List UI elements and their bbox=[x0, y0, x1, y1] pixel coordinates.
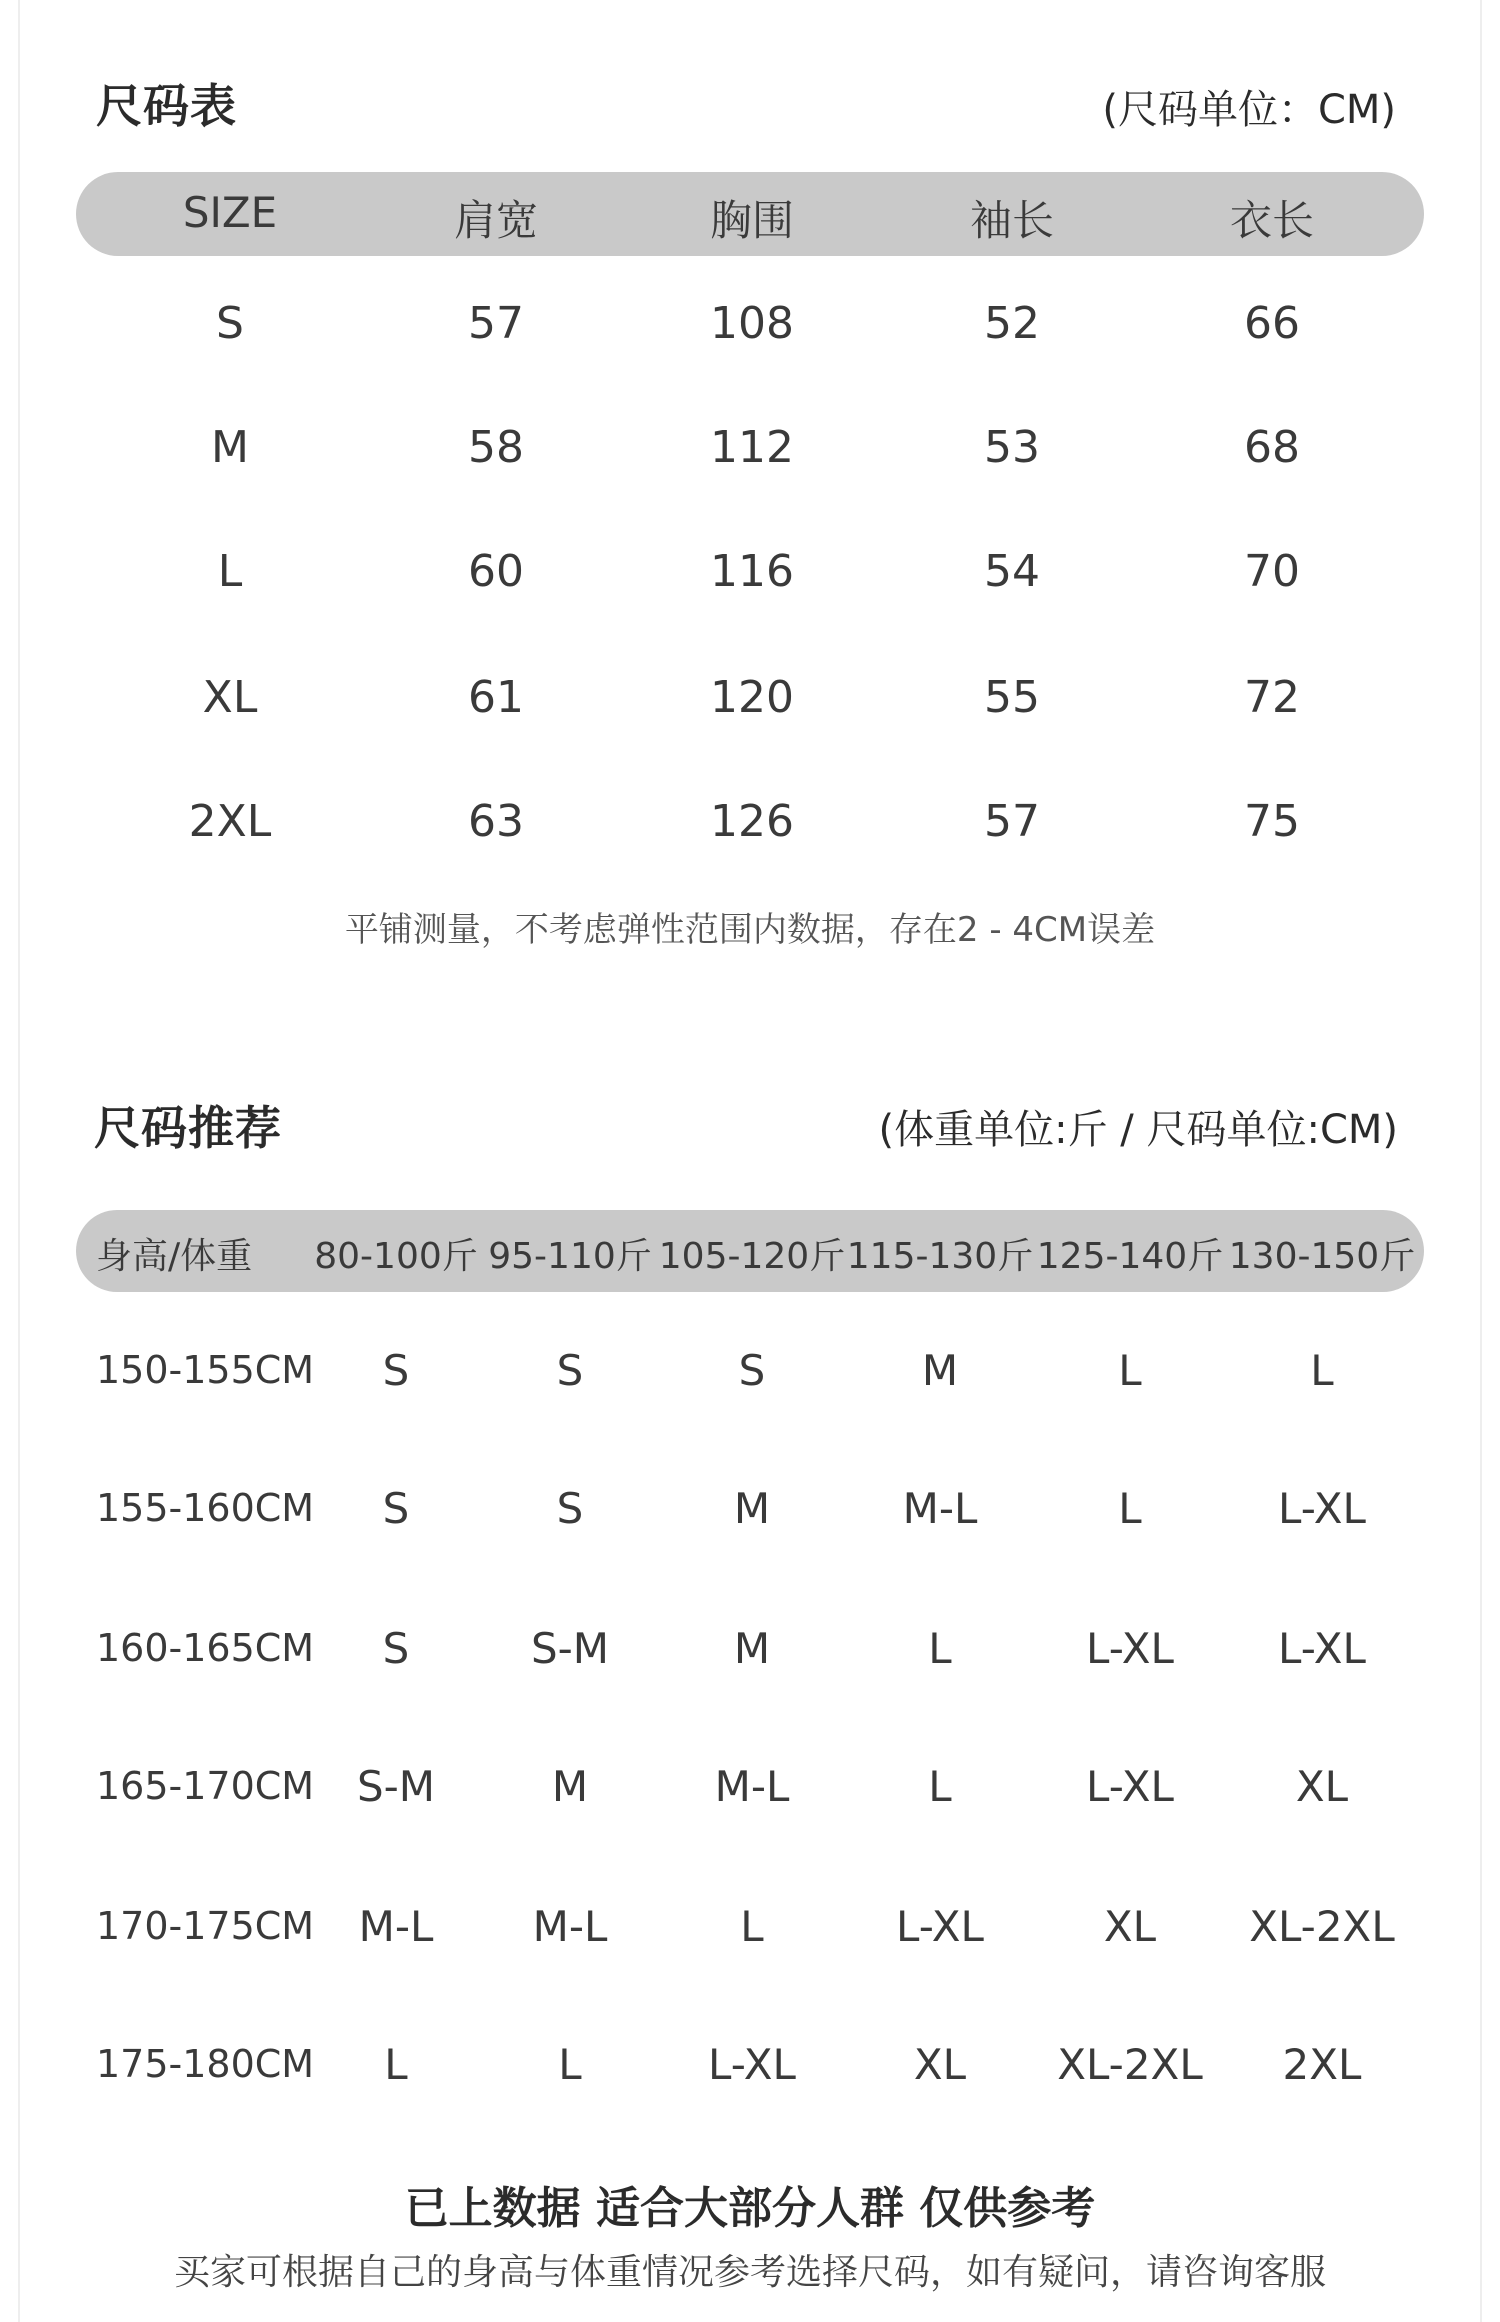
recommend-unit: (体重单位:斤 / 尺码单位:CM) bbox=[878, 1107, 1398, 1153]
recommended-size-cell: L bbox=[928, 1762, 952, 1811]
size-label-cell: S bbox=[216, 298, 244, 349]
recommended-size-cell: L bbox=[740, 1902, 764, 1951]
height-range-label: 150-155CM bbox=[96, 1348, 315, 1392]
size-chart-header-cell: 胸围 bbox=[709, 196, 794, 245]
recommend-corner-header: 身高/体重 bbox=[96, 1236, 253, 1277]
recommended-size-cell: L-XL bbox=[1278, 1624, 1366, 1673]
height-range-label: 175-180CM bbox=[96, 2042, 315, 2086]
recommended-size-cell: L bbox=[1310, 1346, 1334, 1395]
size-value-cell: 55 bbox=[984, 672, 1040, 723]
size-value-cell: 57 bbox=[468, 298, 524, 349]
recommended-size-cell: XL-2XL bbox=[1249, 1902, 1395, 1951]
recommended-size-cell: L-XL bbox=[1278, 1484, 1366, 1533]
recommended-size-cell: S-M bbox=[530, 1624, 610, 1673]
size-value-cell: 61 bbox=[468, 672, 524, 723]
size-chart-header-cell: 袖长 bbox=[969, 196, 1054, 245]
recommended-size-cell: M-L bbox=[902, 1484, 978, 1533]
recommended-size-cell: XL bbox=[1295, 1762, 1349, 1811]
recommended-size-cell: L bbox=[558, 2040, 582, 2089]
size-value-cell: 72 bbox=[1244, 672, 1300, 723]
recommended-size-cell: L bbox=[1118, 1484, 1142, 1533]
left-edge-line bbox=[18, 0, 20, 2322]
recommended-size-cell: S bbox=[556, 1484, 584, 1533]
weight-range-header: 80-100斤 bbox=[314, 1236, 478, 1277]
weight-range-header: 105-120斤 bbox=[658, 1236, 846, 1277]
recommended-size-cell: M bbox=[921, 1346, 959, 1395]
recommended-size-cell: XL bbox=[1103, 1902, 1157, 1951]
size-value-cell: 112 bbox=[710, 422, 794, 473]
size-value-cell: 53 bbox=[984, 422, 1040, 473]
size-value-cell: 54 bbox=[984, 546, 1040, 597]
size-chart-title: 尺码表 bbox=[96, 79, 237, 133]
weight-range-header: 125-140斤 bbox=[1036, 1236, 1224, 1277]
size-value-cell: 66 bbox=[1244, 298, 1300, 349]
size-value-cell: 126 bbox=[710, 796, 794, 847]
right-edge-line bbox=[1480, 0, 1482, 2322]
size-chart-header-cell: 肩宽 bbox=[453, 196, 538, 245]
size-value-cell: 60 bbox=[468, 546, 524, 597]
footer-line-2: 买家可根据自己的身高与体重情况参考选择尺码，如有疑问，请咨询客服 bbox=[173, 2252, 1326, 2293]
recommended-size-cell: M bbox=[733, 1624, 771, 1673]
size-chart-note: 平铺测量，不考虑弹性范围内数据，存在2 - 4CM误差 bbox=[344, 910, 1156, 950]
recommended-size-cell: M-L bbox=[358, 1902, 434, 1951]
recommended-size-cell: S bbox=[382, 1484, 410, 1533]
weight-range-header: 130-150斤 bbox=[1228, 1236, 1416, 1277]
size-value-cell: 52 bbox=[984, 298, 1040, 349]
recommended-size-cell: L-XL bbox=[1086, 1624, 1174, 1673]
height-range-label: 165-170CM bbox=[96, 1764, 315, 1808]
height-range-label: 160-165CM bbox=[96, 1626, 315, 1670]
size-value-cell: 57 bbox=[984, 796, 1040, 847]
footer-line-1: 已上数据 适合大部分人群 仅供参考 bbox=[404, 2183, 1096, 2234]
size-value-cell: 70 bbox=[1244, 546, 1300, 597]
height-range-label: 155-160CM bbox=[96, 1486, 315, 1530]
weight-range-header: 95-110斤 bbox=[488, 1236, 652, 1277]
size-chart-header-cell: SIZE bbox=[182, 188, 278, 237]
size-label-cell: M bbox=[211, 422, 249, 473]
recommended-size-cell: M-L bbox=[532, 1902, 608, 1951]
recommended-size-cell: L-XL bbox=[1086, 1762, 1174, 1811]
recommended-size-cell: S-M bbox=[356, 1762, 436, 1811]
recommended-size-cell: L bbox=[1118, 1346, 1142, 1395]
recommended-size-cell: M-L bbox=[714, 1762, 790, 1811]
recommended-size-cell: L bbox=[384, 2040, 408, 2089]
recommended-size-cell: S bbox=[738, 1346, 766, 1395]
recommended-size-cell: L-XL bbox=[708, 2040, 796, 2089]
recommended-size-cell: S bbox=[556, 1346, 584, 1395]
size-value-cell: 108 bbox=[710, 298, 794, 349]
size-chart-unit: (尺码单位：CM) bbox=[1102, 87, 1396, 133]
size-value-cell: 63 bbox=[468, 796, 524, 847]
size-value-cell: 75 bbox=[1244, 796, 1300, 847]
size-label-cell: XL bbox=[202, 672, 258, 723]
weight-range-header: 115-130斤 bbox=[846, 1236, 1034, 1277]
recommended-size-cell: L-XL bbox=[896, 1902, 984, 1951]
size-value-cell: 68 bbox=[1244, 422, 1300, 473]
size-chart-header-cell: 衣长 bbox=[1229, 196, 1314, 245]
recommended-size-cell: S bbox=[382, 1624, 410, 1673]
size-value-cell: 58 bbox=[468, 422, 524, 473]
recommended-size-cell: M bbox=[733, 1484, 771, 1533]
recommend-title: 尺码推荐 bbox=[94, 1101, 282, 1155]
recommended-size-cell: XL-2XL bbox=[1057, 2040, 1203, 2089]
recommended-size-cell: XL bbox=[913, 2040, 967, 2089]
recommended-size-cell: S bbox=[382, 1346, 410, 1395]
size-label-cell: L bbox=[217, 546, 243, 597]
size-label-cell: 2XL bbox=[188, 796, 272, 847]
height-range-label: 170-175CM bbox=[96, 1904, 315, 1948]
size-value-cell: 120 bbox=[710, 672, 794, 723]
recommended-size-cell: L bbox=[928, 1624, 952, 1673]
size-value-cell: 116 bbox=[710, 546, 794, 597]
recommended-size-cell: 2XL bbox=[1282, 2040, 1362, 2089]
recommended-size-cell: M bbox=[551, 1762, 589, 1811]
